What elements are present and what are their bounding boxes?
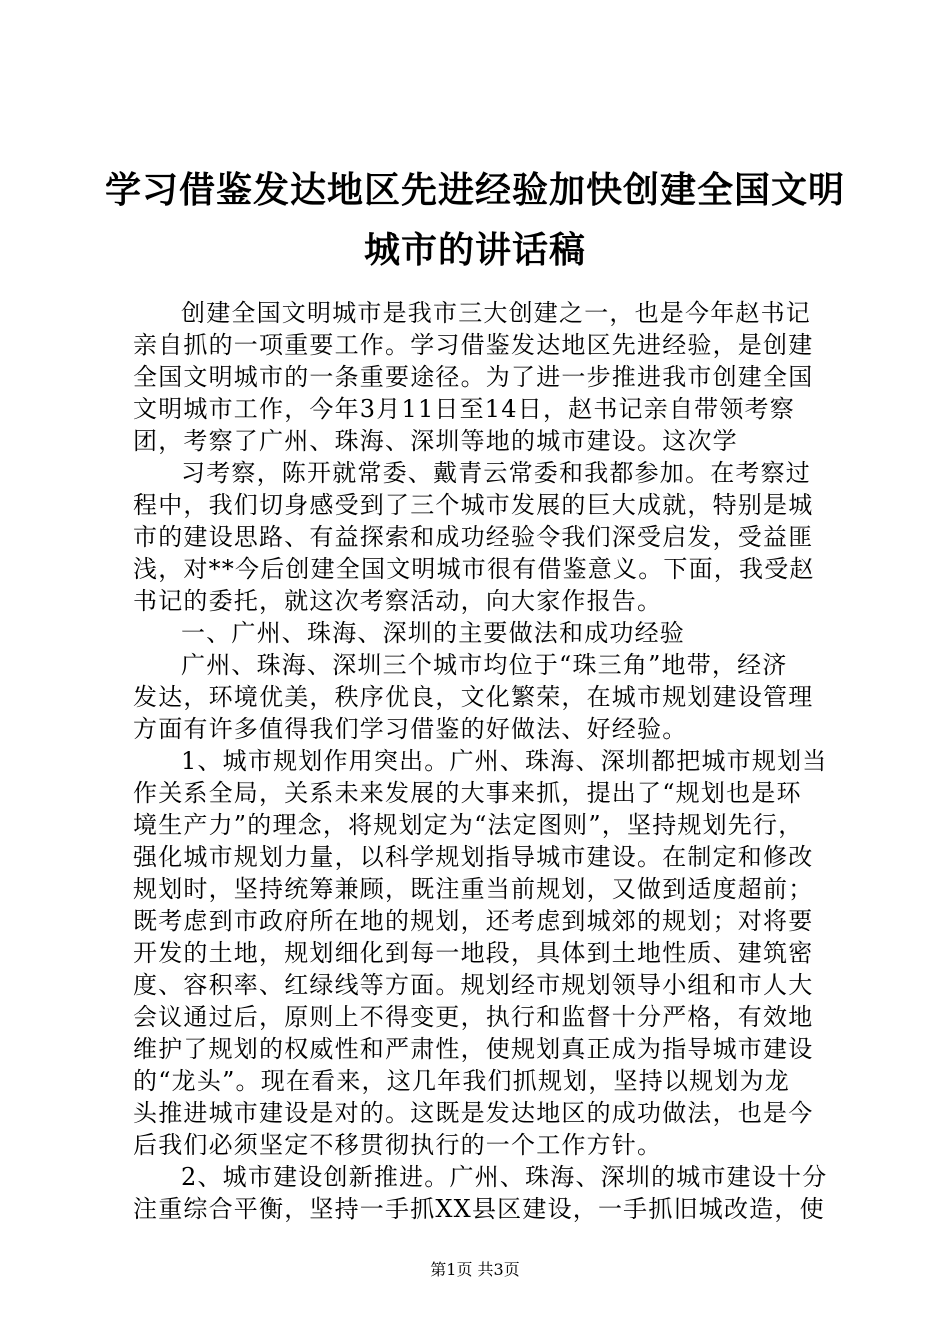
body-line: 书记的委托，就这次考察活动，向大家作报告。 xyxy=(133,587,663,615)
body-line: 亲自抓的一项重要工作。学习借鉴发达地区先进经验，是创建 xyxy=(133,331,814,359)
body-line: 团，考察了广州、珠海、深圳等地的城市建设。这次学 xyxy=(133,427,738,455)
body-line: 2、城市建设创新推进。广州、珠海、深圳的城市建设十分 xyxy=(181,1163,828,1191)
body-line: 创建全国文明城市是我市三大创建之一，也是今年赵书记 xyxy=(181,299,811,327)
body-line: 规划时，坚持统筹兼顾，既注重当前规划，又做到适度超前； xyxy=(133,875,814,903)
body-line: 市的建设思路、有益探索和成功经验令我们深受启发，受益匪 xyxy=(133,523,814,551)
body-line: 的“龙头”。现在看来，这几年我们抓规划，坚持以规划为龙 xyxy=(133,1067,790,1095)
document-title-line-1: 学习借鉴发达地区先进经验加快创建全国文明 xyxy=(104,169,845,211)
body-line: 注重综合平衡，坚持一手抓XX县区建设，一手抓旧城改造，使 xyxy=(133,1195,825,1223)
body-line: 习考察，陈开就常委、戴青云常委和我都参加。在考察过 xyxy=(181,459,811,487)
body-line: 1、城市规划作用突出。广州、珠海、深圳都把城市规划当 xyxy=(181,747,828,775)
body-line: 境生产力”的理念，将规划定为“法定图则”，坚持规划先行， xyxy=(133,811,804,839)
body-line: 全国文明城市的一条重要途径。为了进一步推进我市创建全国 xyxy=(133,363,814,391)
page-number-footer: 第1页 共3页 xyxy=(430,1260,520,1279)
body-line: 维护了规划的权威性和严肃性，使规划真正成为指导城市建设 xyxy=(133,1035,814,1063)
body-line: 度、容积率、红绿线等方面。规划经市规划领导小组和市人大 xyxy=(133,971,814,999)
body-line: 程中，我们切身感受到了三个城市发展的巨大成就，特别是城 xyxy=(133,491,814,519)
body-line: 既考虑到市政府所在地的规划，还考虑到城郊的规划；对将要 xyxy=(133,907,814,935)
body-line: 浅，对**今后创建全国文明城市很有借鉴意义。下面，我受赵 xyxy=(133,555,815,583)
section-heading: 一、广州、珠海、深圳的主要做法和成功经验 xyxy=(181,619,685,647)
body-line: 广州、珠海、深圳三个城市均位于“珠三角”地带，经济 xyxy=(181,651,788,679)
body-line: 头推进城市建设是对的。这既是发达地区的成功做法，也是今 xyxy=(133,1099,814,1127)
body-line: 作关系全局，关系未来发展的大事来抓，提出了“规划也是环 xyxy=(133,779,802,807)
body-line: 开发的土地，规划细化到每一地段，具体到土地性质、建筑密 xyxy=(133,939,814,967)
body-line: 强化城市规划力量，以科学规划指导城市建设。在制定和修改 xyxy=(133,843,814,871)
body-line: 会议通过后，原则上不得变更，执行和监督十分严格，有效地 xyxy=(133,1003,814,1031)
body-line: 方面有许多值得我们学习借鉴的好做法、好经验。 xyxy=(133,715,688,743)
document-title-line-2: 城市的讲话稿 xyxy=(363,229,586,271)
body-line: 发达，环境优美，秩序优良，文化繁荣，在城市规划建设管理 xyxy=(133,683,814,711)
body-line: 文明城市工作，今年3月11日至14日，赵书记亲自带领考察 xyxy=(133,395,795,423)
body-line: 后我们必须坚定不移贯彻执行的一个工作方针。 xyxy=(133,1131,663,1159)
